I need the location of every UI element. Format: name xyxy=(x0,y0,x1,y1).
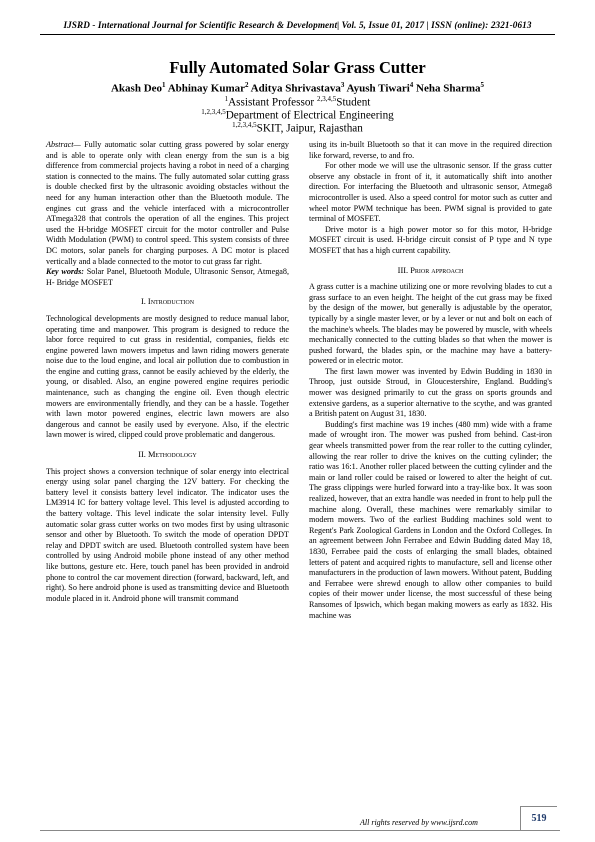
section-title: Introduction xyxy=(147,297,195,307)
affil-text: Department of Electrical Engineering xyxy=(225,109,394,122)
section-number: III. xyxy=(397,265,409,275)
abstract-text: Fully automatic solar cutting grass powered by solar energy and is able to operate only with clean energy from the sun is a big difference from commercial projects having a robot in need of a charging station is connected to the mains. The fully automated solar cutting grass is double checked first by the ultrasonic avoiding obstacles without the need for any human interaction other than the Bluetooth module. The engines cut grass and the vehicle interfaced with a microcontroller ATmega328 that controls the operation of all the engines. This project used the H-bridge MOSFET circuit for the motor controller and Pulse Width Modulation (PWM) to control speed. This system consists of three DC motors, solar panels for charging purposes. A DC motor is placed vertically and a blade connected to the motor to cut grass far right. xyxy=(46,140,289,266)
affiliation-department xyxy=(40,108,555,122)
author-sup: 1 xyxy=(162,81,166,89)
affil-sup: 1,2,3,4,5 xyxy=(232,121,257,129)
author-sup: 2 xyxy=(245,81,249,89)
abstract-label: Abstract— xyxy=(46,140,81,149)
methodology-ultrasonic: For other mode we will use the ultrasonic sensor. If the grass cutter observe any obstacle in front of it, it automatically shift into another direction. For interfacing the Bluetooth and ultrasonic sensor, Atmega8 microcontroller is used. Also a speed control for motor such as cutter and wheel motor PWM technique has been. PWM signal is provided to gate terminal of MOSFET. xyxy=(309,161,552,224)
author-list xyxy=(40,81,555,95)
affil-sup: 1,2,3,4,5 xyxy=(201,108,226,116)
affil-sup: 1 xyxy=(224,95,229,103)
author-sup: 5 xyxy=(480,81,484,89)
affil-sup: 2,3,4,5 xyxy=(316,95,337,103)
section-number: I. xyxy=(140,297,146,307)
section-heading-prior-approach xyxy=(309,266,552,277)
methodology-drive-motor: Drive motor is a high power motor so for this motor, H-bridge MOSFET circuit is used. H-bridge circuit consist of P type and N type MOSFET that has a high current capability. xyxy=(309,224,552,255)
header-rule xyxy=(40,34,555,35)
section-title: Prior approach xyxy=(410,265,464,275)
affiliation-role xyxy=(40,95,555,109)
author-name: Akash Deo xyxy=(110,82,163,95)
right-column xyxy=(309,140,552,621)
prior-paragraph: A grass cutter is a machine utilizing one or more revolving blades to cut a grass surface to an even height. The height of the cut grass may be fixed by the design of the mower, but generally is adjustable by the operator, typically by a single master lever, or by a lever or nut and bolt on each of the machine's wheels. The blades may be powered by muscle, with wheels mechanically connected to the cutting blades so that when the mower is pushed forward, the blades spin, or the machine may have a battery-powered or in electric motor. xyxy=(309,282,552,366)
affiliation-institute xyxy=(40,121,555,135)
page-number: 519 xyxy=(520,806,557,831)
author-name: Neha Sharma xyxy=(416,82,481,95)
section-heading-methodology xyxy=(46,450,289,461)
author-sup: 4 xyxy=(409,81,414,89)
author-name: Aditya Shrivastava xyxy=(250,82,341,95)
author-sup: 3 xyxy=(340,81,345,89)
intro-paragraph: Technological developments are mostly designed to reduce manual labor, operating time and manpower. This program is designed to reduce the labor force required to cut grass in residential, companies, fields etc engine powered lawn mowers impetus and lawn riding mowers generate noise due to the loud engine, and local air pollution due to combustion in the engine and cutting grass, cannot be easily achieved by the elderly, the young, or disabled. Also, an engine powered engine requires periodic maintenance, such as changing the engine oil. Even though electric mowers are environmentally friendly, and they can be a hassle. Together with lawn motor powered engines, electric lawn mowers are also dangerous and cannot be easily used by everyone. Also, if the electric lawn mower is wired, clipped could prove problematic and dangerous. xyxy=(46,313,289,440)
section-heading-introduction xyxy=(46,297,289,308)
footer-rights: All rights reserved by www.ijsrd.com xyxy=(360,818,478,827)
methodology-paragraph: This project shows a conversion technique of solar energy into electrical energy using solar panel charging the 12V battery. For checking the battery level it consists battery level indicator. The indicator uses the LM3914 IC for battery voltage level. This level is adjusted according to the battery voltage. This level indicate the solar intensity level. Fully automatic solar grass cutter works on two modes first by using ultrasonic sensor and other by Bluetooth. To switch the mode of operation DPDT relay and DPDT switch are used. Bluetooth controlled system have been controlled by using Android mobile phone instead of any other method like buttons, gesture etc. Here, touch panel has been provided in android phone to control the car movement direction (forward, backward, left, and right). So here android phone is used as transmitting device and Bluetooth module placed in it. Android phone will transmit command xyxy=(46,466,289,603)
affil-text: SKIT, Jaipur, Rajasthan xyxy=(256,122,363,135)
paper-title: Fully Automated Solar Grass Cutter xyxy=(169,58,426,77)
abstract xyxy=(46,140,289,267)
keywords-label: Key words: xyxy=(46,267,84,277)
journal-header: IJSRD - International Journal for Scientific Research & Development| Vol. 5, Issue 01, 2017 | ISSN (online): 2321-0613 xyxy=(63,20,532,30)
affil-text: Assistant Professor xyxy=(228,96,317,109)
affil-text: Student xyxy=(336,96,371,109)
left-column xyxy=(46,140,289,604)
methodology-continued: using its in-built Bluetooth so that it can move in the required direction like forward, reverse, to and fro. xyxy=(309,140,552,160)
author-name: Abhinay Kumar xyxy=(167,82,246,95)
prior-paragraph: The first lawn mower was invented by Edwin Budding in 1830 in Throop, just outside Stroud, in Gloucestershire, England. Budding's mower was designed primarily to cut the grass on sports grounds and extensive gardens, as a superior alternative to the scythe, and was granted a British patent on August 31, 1830. xyxy=(309,366,552,419)
author-name: Ayush Tiwari xyxy=(346,82,410,95)
prior-paragraph: Budding's first machine was 19 inches (480 mm) wide with a frame made of wrought iron. The mower was pushed from behind. Cast-iron gear wheels transmitted power from the rear roller to the cutting cylinder, allowing the rear roller to drive the knives on the cutting cylinder; the ratio was 16:1. Another roller placed between the cutting cylinder and the main or land roller could be raised or lowered to alter the height of cut. The grass clippings were hurled forward into a tray-like box. It was soon realized, however, that an extra handle was needed in front to help pull the machine along. Overall, these machines were remarkably similar to modern mowers. Two of the earliest Budding machines sold went to Regent's Park Zoological Gardens in London and the Oxford Colleges. In an agreement between John Ferrabee and Edwin Budding dated May 18, 1830, Ferrabee paid the costs of enlarging the small blades, obtained letters of patent and acquired rights to manufacture, sell and license other manufacturers in the production of lawn mowers. Without patent, Budding and Ferrabee were shrewd enough to allow other companies to build copies of their mower under license, the most successful of these being Ransomes of Ipswich, which began making mowers as early as 1832. His machine was xyxy=(309,419,552,620)
footer-rule xyxy=(40,830,560,831)
keywords-text: Solar Panel, Bluetooth Module, Ultrasonic Sensor, Atmega8, H- Bridge MOSFET xyxy=(46,267,289,287)
section-number: II. xyxy=(138,450,146,460)
section-title: Methodology xyxy=(147,450,197,460)
keywords xyxy=(46,267,289,288)
